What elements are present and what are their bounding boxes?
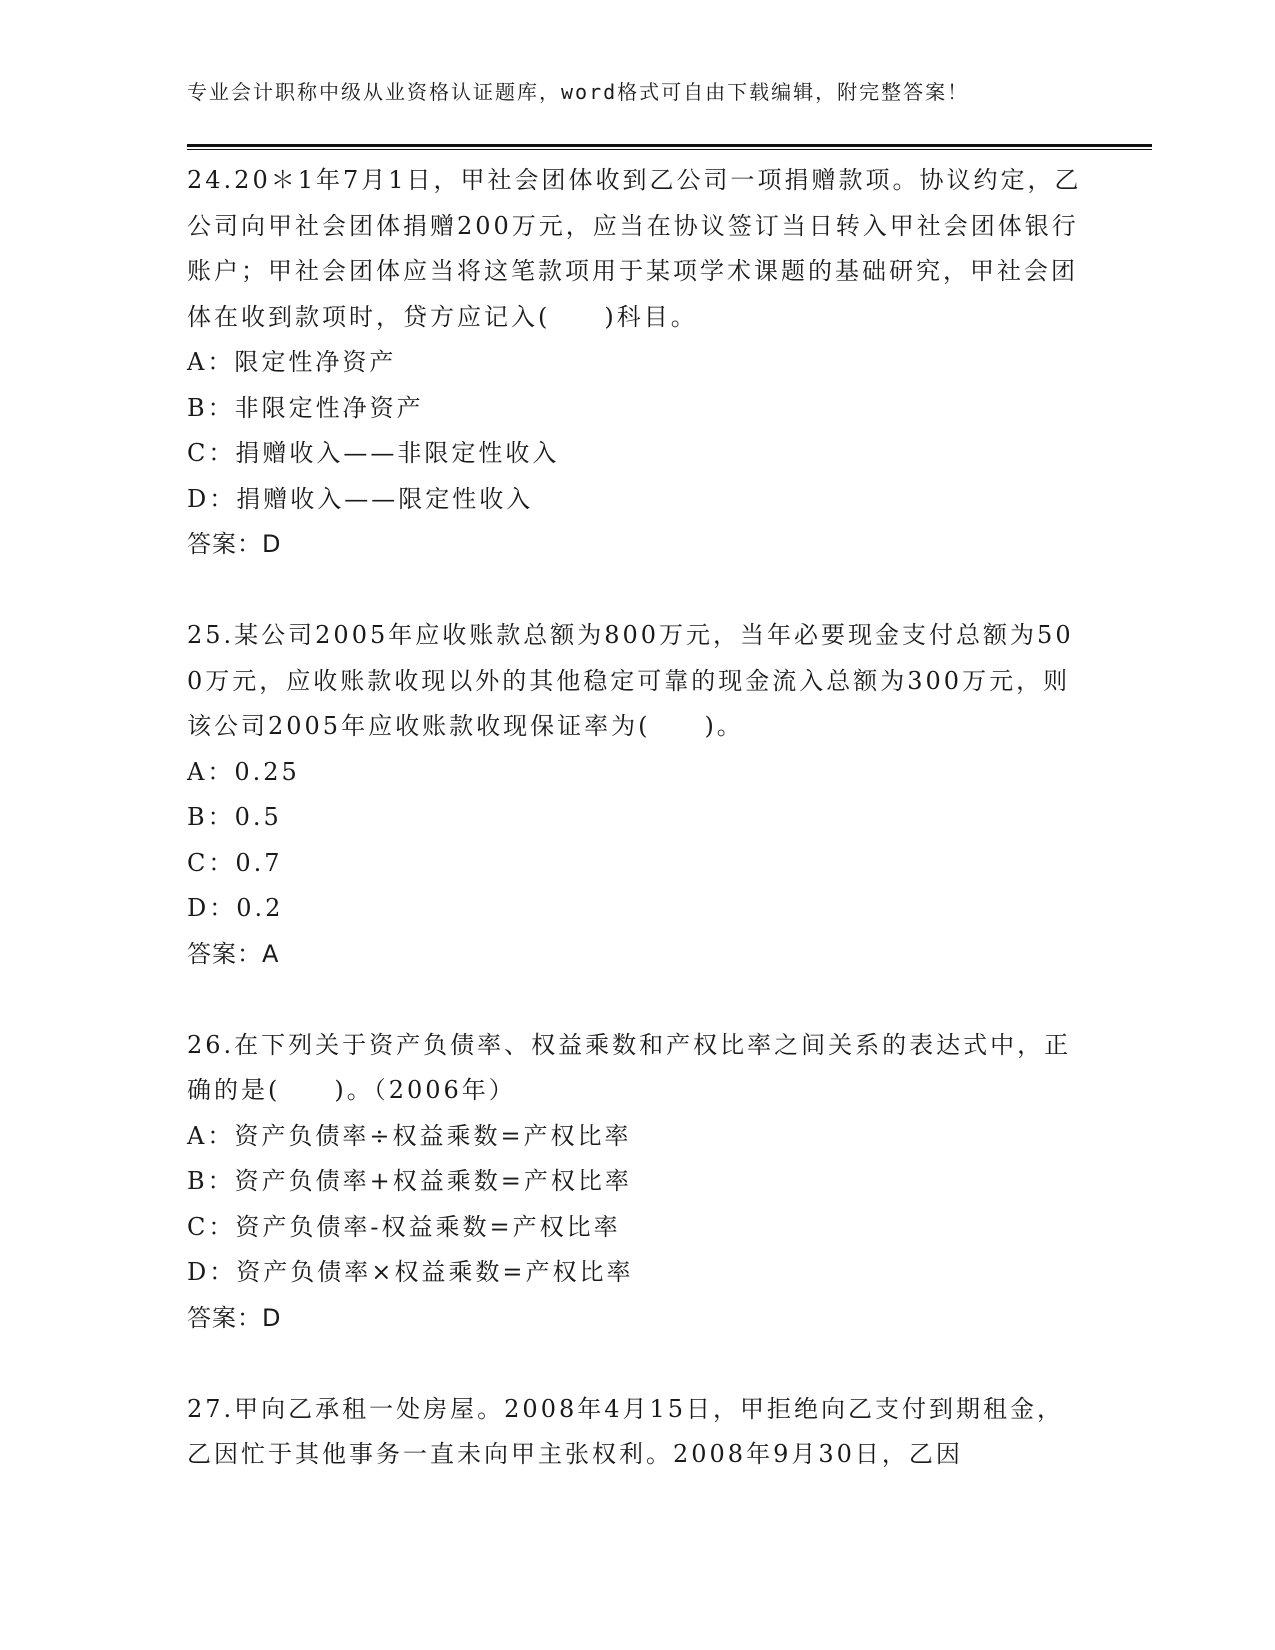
question-stem: 27.甲向乙承租一处房屋。2008年4月15日，甲拒绝向乙支付到期租金，乙因忙于其他事务一直未向甲主张权利。2008年9月30日，乙因 [187,1394,1065,1468]
option-b: B：0.5 [187,803,282,831]
question-stem: 26.在下列关于资产负债率、权益乘数和产权比率之间关系的表达式中，正确的是( )。（2006年） [187,1030,1072,1104]
question-list [187,158,1087,1478]
question-25 [187,613,1087,977]
question-24 [187,158,1087,568]
option-b: B：资产负债率+权益乘数=产权比率 [187,1167,632,1195]
answer: 答案：D [187,530,282,558]
option-a: A：0.25 [187,757,300,786]
option-d: D：0.2 [187,894,284,922]
option-d: D：捐赠收入——限定性收入 [187,484,534,513]
question-stem: 25.某公司2005年应收账款总额为800万元，当年必要现金支付总额为500万元，应收账款收现以外的其他稳定可靠的现金流入总额为300万元，则该公司2005年应收账款收现保证率为( )。 [187,621,1074,740]
question-spacer [187,1341,1087,1387]
option-a: A：资产负债率÷权益乘数=产权比率 [187,1121,632,1150]
header-rule-thick [187,144,1152,147]
question-spacer [187,977,1087,1023]
option-a: A：限定性净资产 [187,348,397,376]
option-b: B：非限定性净资产 [187,393,424,422]
option-c: C：0.7 [187,848,283,877]
question-27 [187,1387,1087,1478]
option-d: D：资产负债率×权益乘数=产权比率 [187,1258,634,1286]
question-26 [187,1023,1087,1342]
option-c: C：捐赠收入——非限定性收入 [187,439,560,467]
question-spacer [187,568,1087,614]
answer: 答案：A [187,939,280,968]
question-stem: 24.20＊1年7月1日，甲社会团体收到乙公司一项捐赠款项。协议约定，乙公司向甲社会团体捐赠200万元，应当在协议签订当日转入甲社会团体银行账户；甲社会团体应当将这笔款项用于某项学术课题的基础研究，甲社会团体在收到款项时，贷方应记入( )科目。 [187,166,1082,331]
option-c: C：资产负债率-权益乘数=产权比率 [187,1212,621,1241]
page-header: 专业会计职称中级从业资格认证题库，word格式可自由下载编辑，附完整答案！ [187,80,970,104]
answer: 答案：D [187,1303,282,1332]
header-rule-thin [187,149,1152,150]
